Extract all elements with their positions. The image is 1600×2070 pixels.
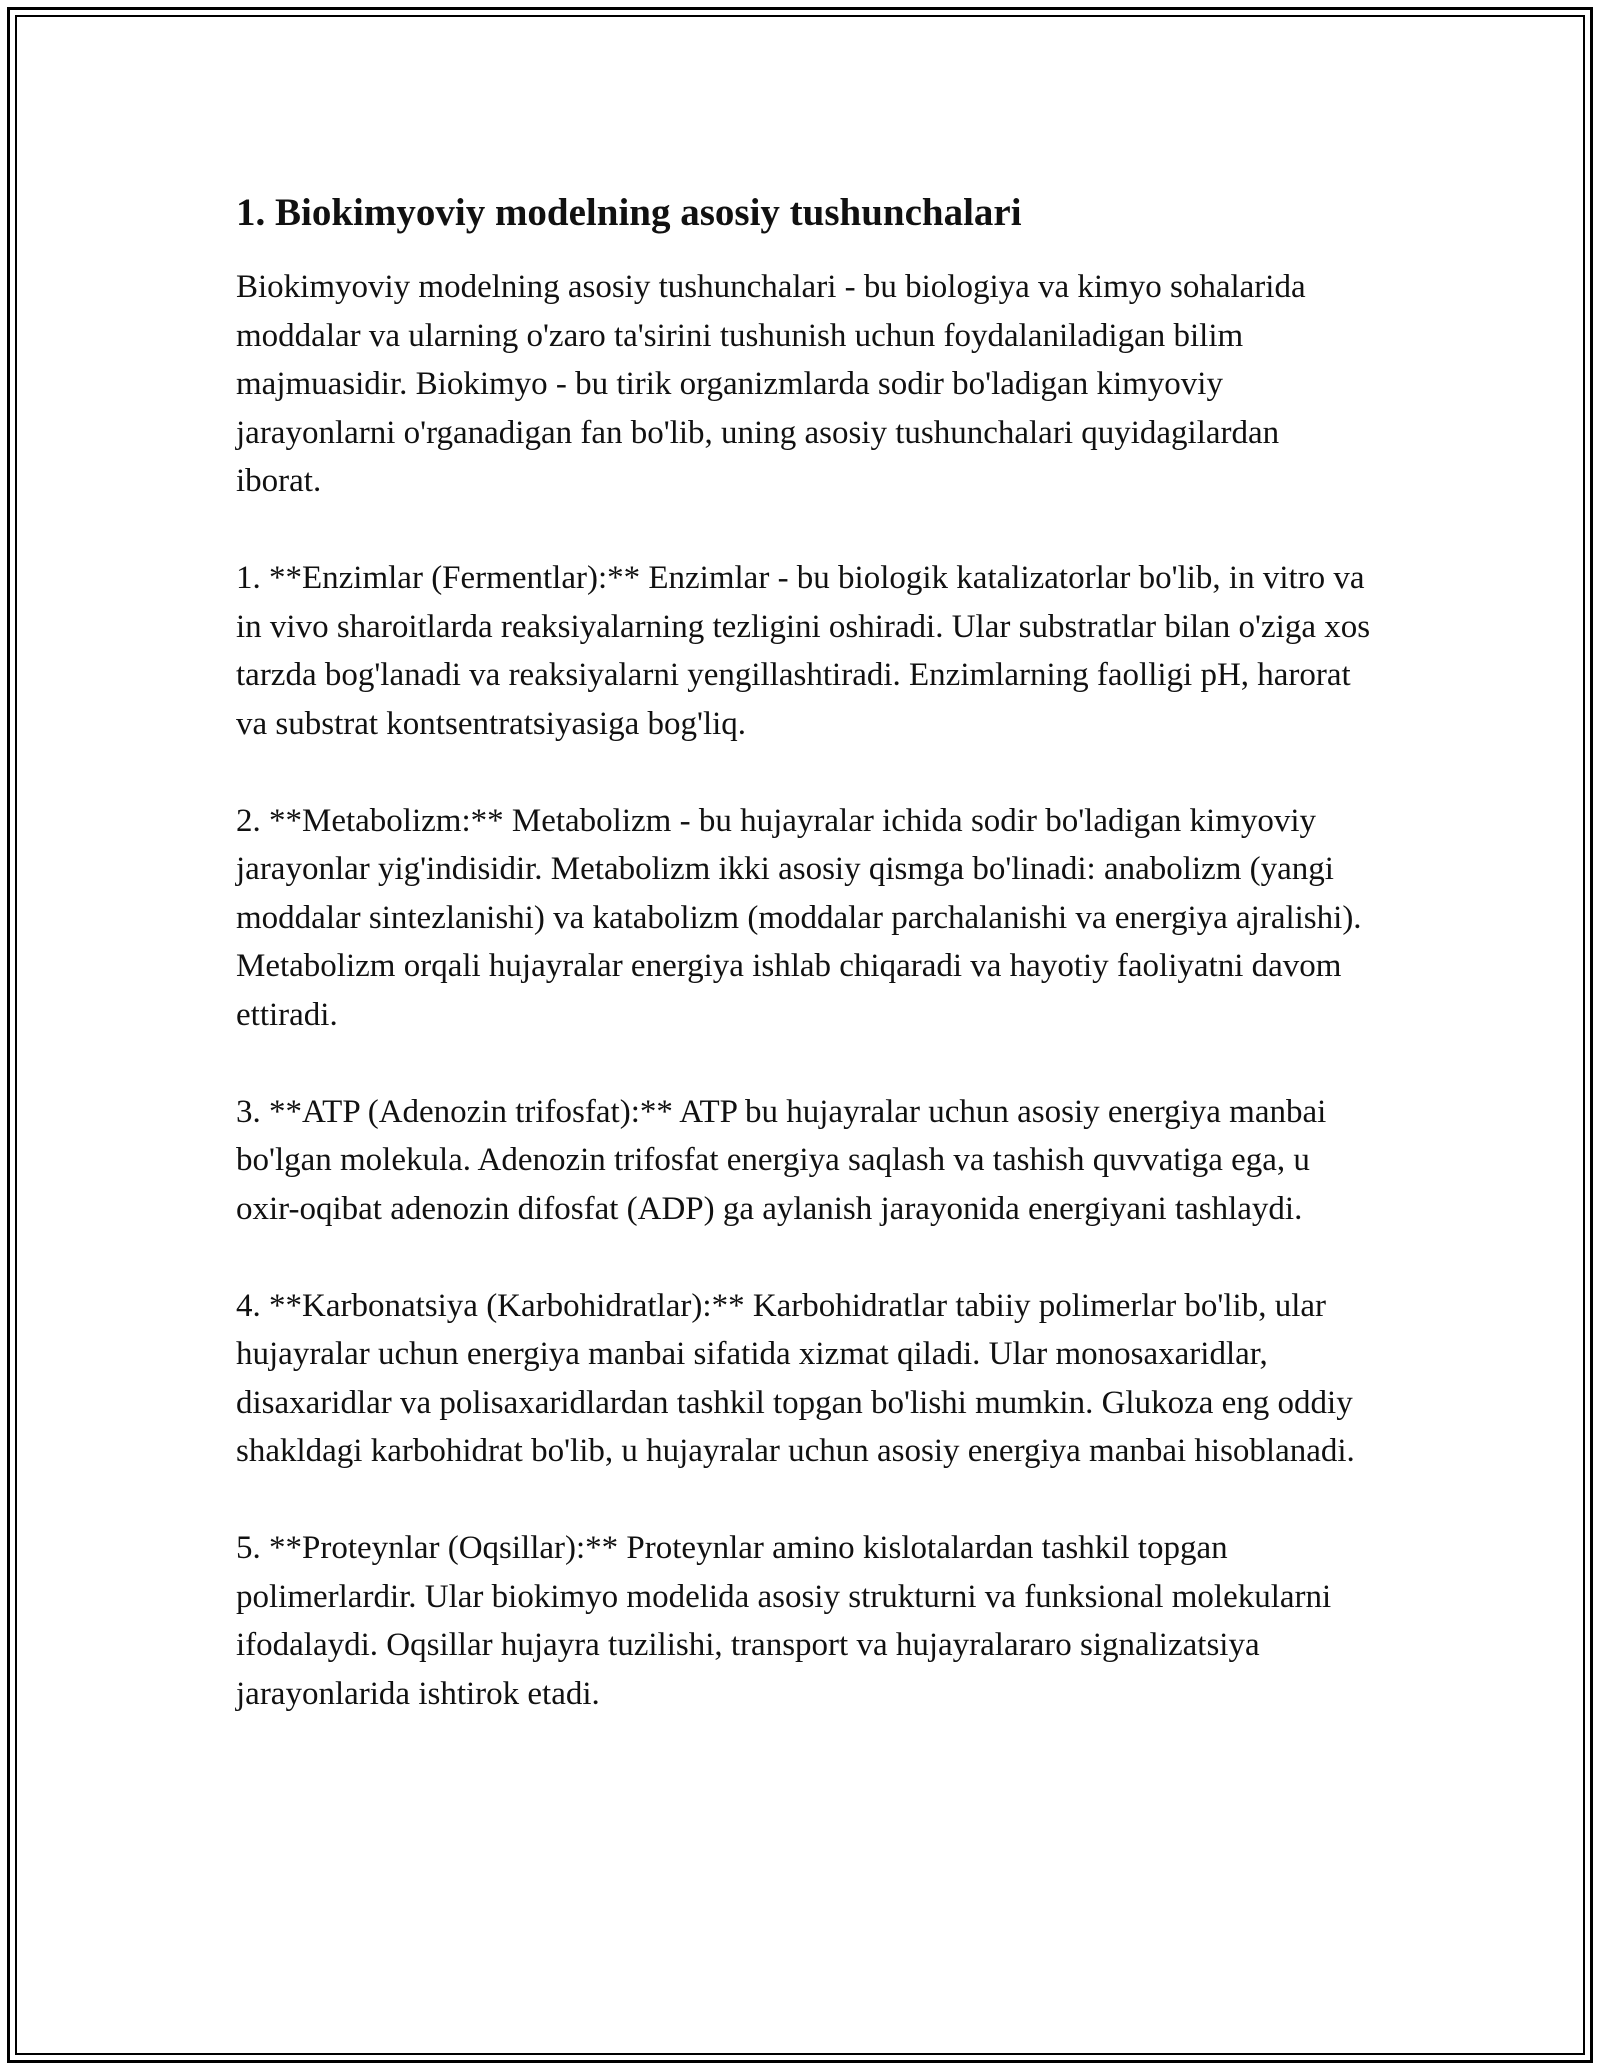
document-title: 1. Biokimyoviy modelning asosiy tushunchalari — [236, 191, 1022, 234]
intro-paragraph: Biokimyoviy modelning asosiy tushunchalari - bu biologiya va kimyo sohalarida moddalar va ularning o'zaro ta'sirini tushunish uchun foydalaniladigan bilim majmuasidir. Biokimyo - bu tirik organizmlarda sodir bo'ladigan kimyoviy jarayonlarni o'rganadigan fan bo'lib, uning asosiy tushunchalari quyidagilardan iborat. — [236, 269, 1306, 499]
paragraph-enzymes: 1. **Enzimlar (Fermentlar):** Enzimlar - bu biologik katalizatorlar bo'lib, in vitro va in vivo sharoitlarda reaksiyalarning tezligini oshiradi. Ular substratlar bilan o'ziga xos tarzda bog'lanadi va reaksiyalarni yengillashtiradi. Enzimlarning faolligi pH, harorat va substrat kontsentratsiyasiga bog'liq. — [236, 560, 1371, 742]
paragraph-atp: 3. **ATP (Adenozin trifosfat):** ATP bu hujayralar uchun asosiy energiya manbai bo'lgan molekula. Adenozin trifosfat energiya saqlash va tashish quvvatiga ega, u oxir-oqibat adenozin difosfat (ADP) ga aylanish jarayonida energiyani tashlaydi. — [236, 1093, 1327, 1227]
paragraph-metabolism: 2. **Metabolizm:** Metabolizm - bu hujayralar ichida sodir bo'ladigan kimyoviy jarayonlar yig'indisidir. Metabolizm ikki asosiy qismga bo'linadi: anabolizm (yangi moddalar sintezlanishi) va katabolizm (moddalar parchalanishi va energiya ajralishi). Metabolizm orqali hujayralar energiya ishlab chiqaradi va hayotiy faoliyatni davom ettiradi. — [236, 802, 1362, 1033]
document-body — [236, 188, 1372, 1718]
paragraph-carbohydrates: 4. **Karbonatsiya (Karbohidratlar):** Karbohidratlar tabiiy polimerlar bo'lib, ular hujayralar uchun energiya manbai sifatida xizmat qiladi. Ular monosaxaridlar, disaxaridlar va polisaxaridlardan tashkil topgan bo'lishi mumkin. Glukoza eng oddiy shakldagi karbohidrat bo'lib, u hujayralar uchun asosiy energiya manbai hisoblanadi. — [236, 1287, 1355, 1469]
paragraph-proteins: 5. **Proteynlar (Oqsillar):** Proteynlar amino kislotalardan tashkil topgan polimerlardir. Ular biokimyo modelida asosiy strukturni va funksional molekularni ifodalaydi. Oqsillar hujayra tuzilishi, transport va hujayralararo signalizatsiya jarayonlarida ishtirok etadi. — [236, 1530, 1332, 1712]
